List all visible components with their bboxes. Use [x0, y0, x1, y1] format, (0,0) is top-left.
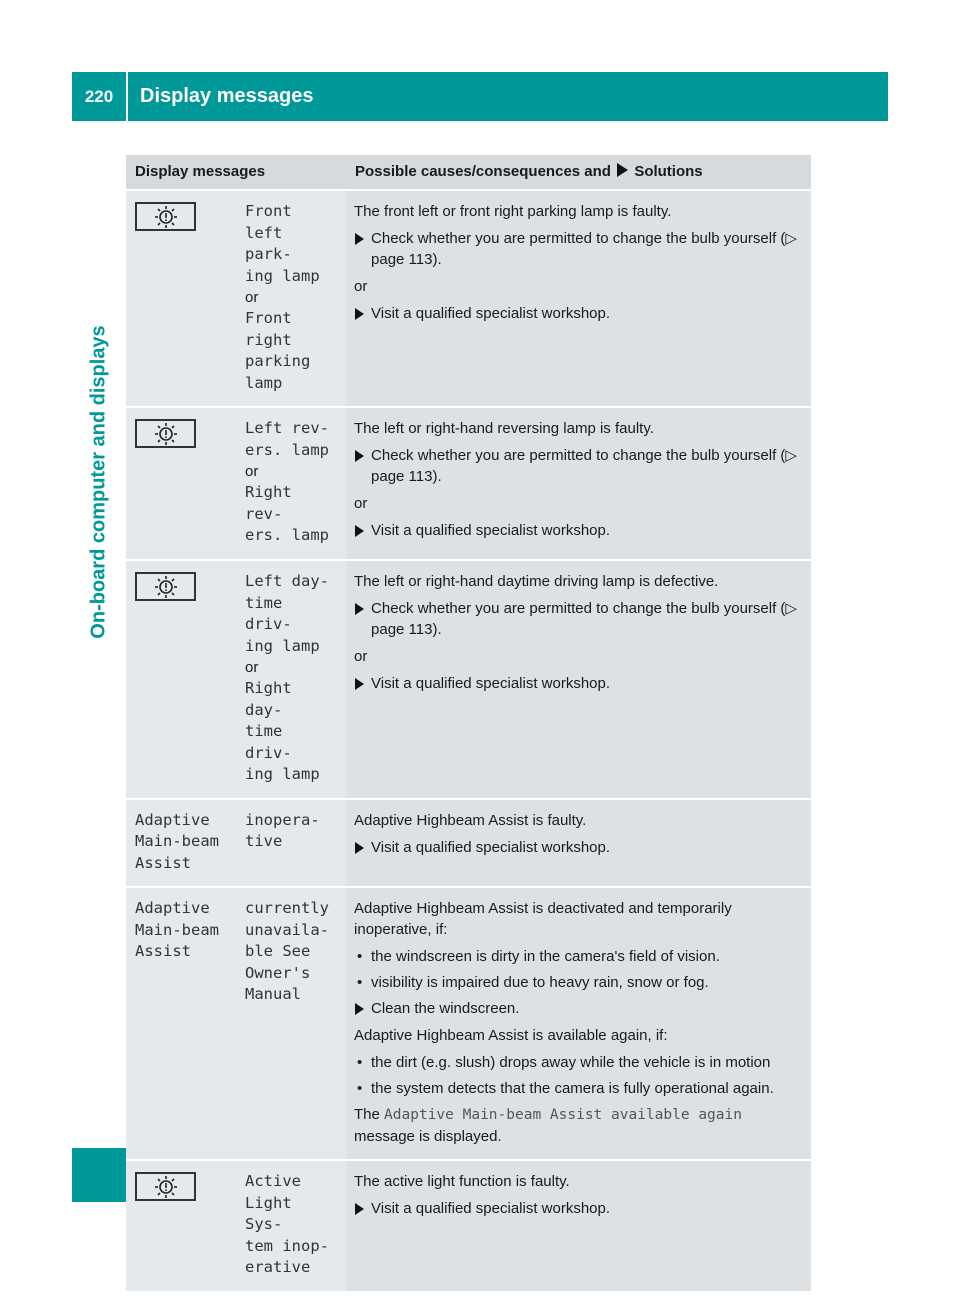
message-text-alt: Right rev‐ ers. lamp: [245, 483, 329, 544]
solution-step: Visit a qualified specialist workshop.: [354, 1198, 803, 1219]
bulb-warning-icon: [135, 419, 196, 448]
table-row: [126, 799, 811, 888]
table-row: Front left park‐ ing lamp or Front right parking lamp The front left or front right parking lamp is faulty. Check whether you are permitted to change the bulb yourself (▷ page 113). or Visit a qualified specialist workshop.: [126, 190, 811, 407]
cause-text: The left or right-hand daytime driving lamp is defective.: [354, 573, 719, 590]
side-tab-label: On-board computer and displays: [87, 325, 110, 639]
cause-text: The active light function is faulty.: [354, 1173, 570, 1190]
solution-step: Check whether you are permitted to change the bulb yourself (▷ page 113).: [354, 598, 803, 640]
col-header-solutions: Possible causes/consequences and Solutions: [346, 155, 811, 190]
col-header-messages: Display messages: [126, 155, 346, 190]
side-tab: [72, 122, 126, 1180]
cause-text: The left or right-hand reversing lamp is faulty.: [354, 420, 654, 437]
or-text: or: [354, 495, 368, 512]
solution-step: Visit a qualified specialist workshop.: [354, 303, 803, 324]
message-text-alt: Front right parking lamp: [245, 309, 311, 392]
message-text: Active Light Sys‐ tem inop‐ erative: [245, 1172, 329, 1276]
table-row: Left day‐ time driv‐ ing lamp or Right day‐ time driv‐ ing lamp The left or right-hand daytime driving lamp is defective. Check whether you are permitted to change the bulb yourself (▷ page 113). or Visit a qualified specialist workshop.: [126, 560, 811, 799]
table-row: Left rev‐ ers. lamp or Right rev‐ ers. lamp The left or right-hand reversing lamp is faulty. Check whether you are permitted to change the bulb yourself (▷ page 113). or Visit a qualified specialist workshop.: [126, 407, 811, 560]
message-text: Front left park‐ ing lamp: [245, 202, 320, 285]
solution-step: Clean the windscreen.: [354, 998, 803, 1019]
condition-bullet: • the windscreen is dirty in the camera's field of vision.: [354, 946, 803, 967]
solution-step: Visit a qualified specialist workshop.: [354, 673, 803, 694]
solution-step: Visit a qualified specialist workshop.: [354, 520, 803, 541]
cause-text: Adaptive Highbeam Assist is faulty.: [354, 811, 587, 829]
solution-step: Visit a qualified specialist workshop.: [354, 837, 803, 858]
page-number: 220: [84, 86, 114, 106]
message-text: Left day‐ time driv‐ ing lamp: [245, 572, 329, 655]
cause-text: Adaptive Highbeam Assist is deactivated and temporarily inoperative, if:: [354, 900, 732, 938]
message-text: currently unavaila‐ ble See Owner's Manual: [245, 899, 329, 1003]
bulb-warning-icon: [135, 202, 196, 231]
display-messages-table: [126, 155, 811, 1293]
table-row: [126, 1160, 811, 1292]
or-text: or: [354, 648, 368, 665]
page-title: Display messages: [140, 85, 314, 107]
display-message-code: Adaptive Main-beam Assist available again: [384, 1107, 742, 1123]
outro-text: The Adaptive Main-beam Assist available again message is displayed.: [354, 1106, 742, 1145]
or-text: or: [354, 278, 368, 295]
message-text-alt: Right day‐ time driv‐ ing lamp: [245, 679, 320, 783]
play-arrow-icon: [617, 163, 628, 177]
condition-bullet: • the dirt (e.g. slush) drops away while the vehicle is in motion: [354, 1052, 803, 1073]
bulb-warning-icon: [135, 572, 196, 601]
header-divider: [126, 72, 128, 121]
bulb-warning-icon: [135, 1172, 196, 1201]
message-text: Left rev‐ ers. lamp: [245, 419, 329, 459]
page-header: [72, 72, 888, 121]
solution-step: Check whether you are permitted to change the bulb yourself (▷ page 113).: [354, 228, 803, 270]
side-tab-marker: [72, 1148, 126, 1202]
cause-text: Adaptive Highbeam Assist is available again, if:: [354, 1027, 668, 1044]
condition-bullet: • visibility is impaired due to heavy rain, snow or fog.: [354, 972, 803, 993]
symbol-text: Adaptive Main-beam Assist: [135, 810, 219, 872]
condition-bullet: • the system detects that the camera is fully operational again.: [354, 1078, 803, 1099]
solution-step: Check whether you are permitted to change the bulb yourself (▷ page 113).: [354, 445, 803, 487]
symbol-text: Adaptive Main-beam Assist: [135, 899, 219, 960]
cause-text: The front left or front right parking lamp is faulty.: [354, 203, 672, 220]
table-row: [126, 887, 811, 1160]
message-text: inopera‐ tive: [245, 810, 320, 850]
